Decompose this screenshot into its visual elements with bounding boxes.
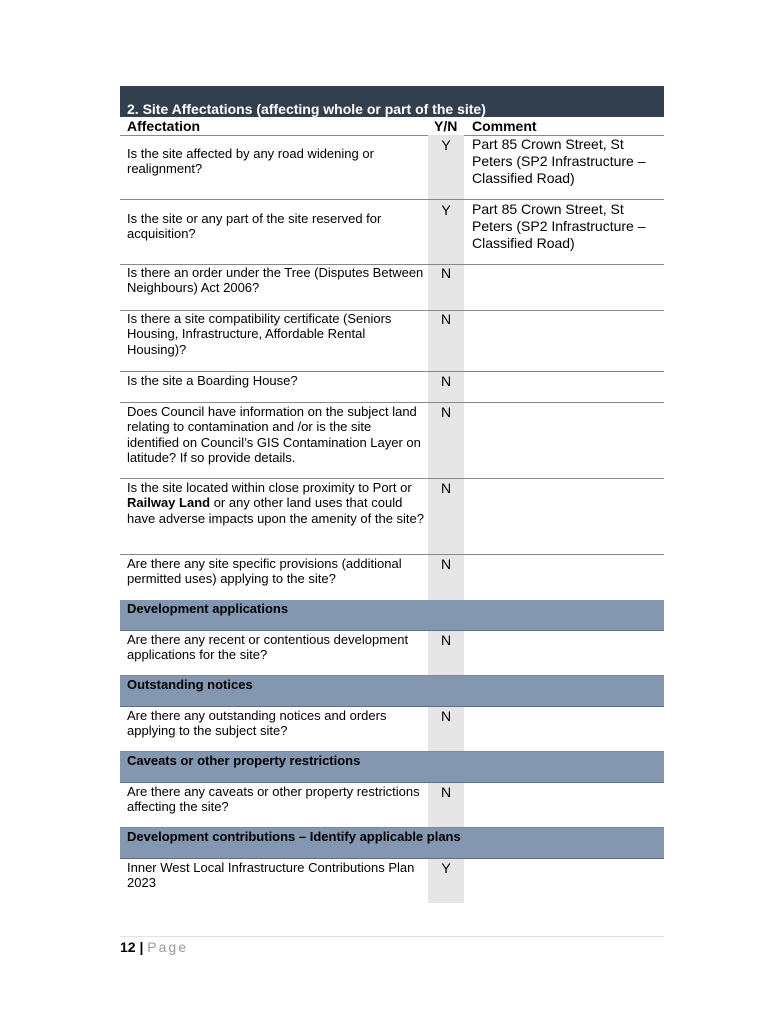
yn-answer: N: [440, 556, 452, 572]
affectation-question: Are there any site specific provisions (additional permitted uses) applying to the site?: [127, 556, 402, 587]
table-title: 2. Site Affectations (affecting whole or part of the site): [127, 101, 486, 117]
section-title: Development applications: [127, 601, 289, 616]
table-title-bar: [120, 86, 664, 117]
comment-text: Part 85 Crown Street, St Peters (SP2 Infrastructure – Classified Road): [472, 201, 646, 251]
table-row: [120, 200, 664, 265]
affectation-question: Are there any caveats or other property restrictions affecting the site?: [127, 784, 420, 815]
question-text-end: or any other land uses that could have adverse impacts upon the amenity of the site?: [127, 495, 425, 526]
table-row: [120, 135, 664, 200]
column-headers: [120, 117, 664, 136]
yn-answer: N: [440, 311, 452, 327]
section-header-development-contributions: [120, 828, 664, 859]
yn-answer: N: [440, 404, 452, 420]
section-title: Outstanding notices: [127, 677, 253, 692]
page-number: 12: [120, 939, 136, 955]
yn-answer: N: [440, 373, 452, 389]
affectation-question: Are there any outstanding notices and orders applying to the subject site?: [127, 708, 387, 739]
page-label: Page: [147, 939, 188, 955]
section-header-outstanding-notices: [120, 676, 664, 707]
yn-answer: Y: [441, 137, 451, 153]
section-header-caveats: [120, 752, 664, 783]
yn-answer: Y: [441, 202, 451, 218]
affectation-question: Does Council have information on the subject land relating to contamination and /or is the site identified on Council’s GIS Contamination Layer on latitude? If so provide details.: [127, 404, 421, 465]
question-text-start: Is the site located within close proximity to Port or: [127, 480, 412, 495]
column-header-comment: Comment: [472, 118, 537, 134]
footer-divider: [120, 936, 664, 937]
affectation-question: Is there an order under the Tree (Disputes Between Neighbours) Act 2006?: [127, 265, 424, 296]
table-row: [120, 372, 664, 403]
table-row: [120, 859, 664, 903]
table-row: [120, 707, 664, 752]
section-title: Development contributions – Identify applicable plans: [127, 829, 461, 844]
table-row: [120, 783, 664, 828]
page-footer: [120, 939, 188, 955]
table-row: [120, 403, 664, 479]
table-row: [120, 555, 664, 601]
affectation-question: Is the site a Boarding House?: [127, 373, 298, 388]
affectation-question: Is there a site compatibility certificate (Seniors Housing, Infrastructure, Affordable Rental Housing)?: [127, 311, 392, 357]
column-header-affectation: Affectation: [127, 118, 201, 134]
yn-answer: N: [440, 265, 452, 281]
yn-answer: N: [440, 632, 452, 648]
affectation-question: Are there any recent or contentious development applications for the site?: [127, 632, 409, 663]
section-header-development-applications: [120, 600, 664, 631]
affectation-question: Is the site affected by any road widening or realignment?: [127, 146, 374, 177]
yn-answer: Y: [441, 860, 451, 876]
table-row: [120, 265, 664, 311]
affectation-question: Inner West Local Infrastructure Contributions Plan 2023: [127, 860, 415, 891]
yn-answer: N: [440, 480, 452, 496]
table-row: [120, 631, 664, 676]
railway-land-emphasis: Railway Land: [127, 495, 211, 511]
yn-answer: N: [440, 784, 452, 800]
table-row: [120, 311, 664, 372]
comment-text: Part 85 Crown Street, St Peters (SP2 Infrastructure – Classified Road): [472, 136, 646, 186]
table-row: [120, 479, 664, 555]
column-header-yn: Y/N: [434, 118, 458, 134]
footer-separator: |: [135, 939, 148, 955]
affectation-question: Is the site or any part of the site reserved for acquisition?: [127, 211, 382, 242]
section-title: Caveats or other property restrictions: [127, 753, 361, 768]
yn-answer: N: [440, 708, 452, 724]
affectation-question: [127, 480, 425, 526]
